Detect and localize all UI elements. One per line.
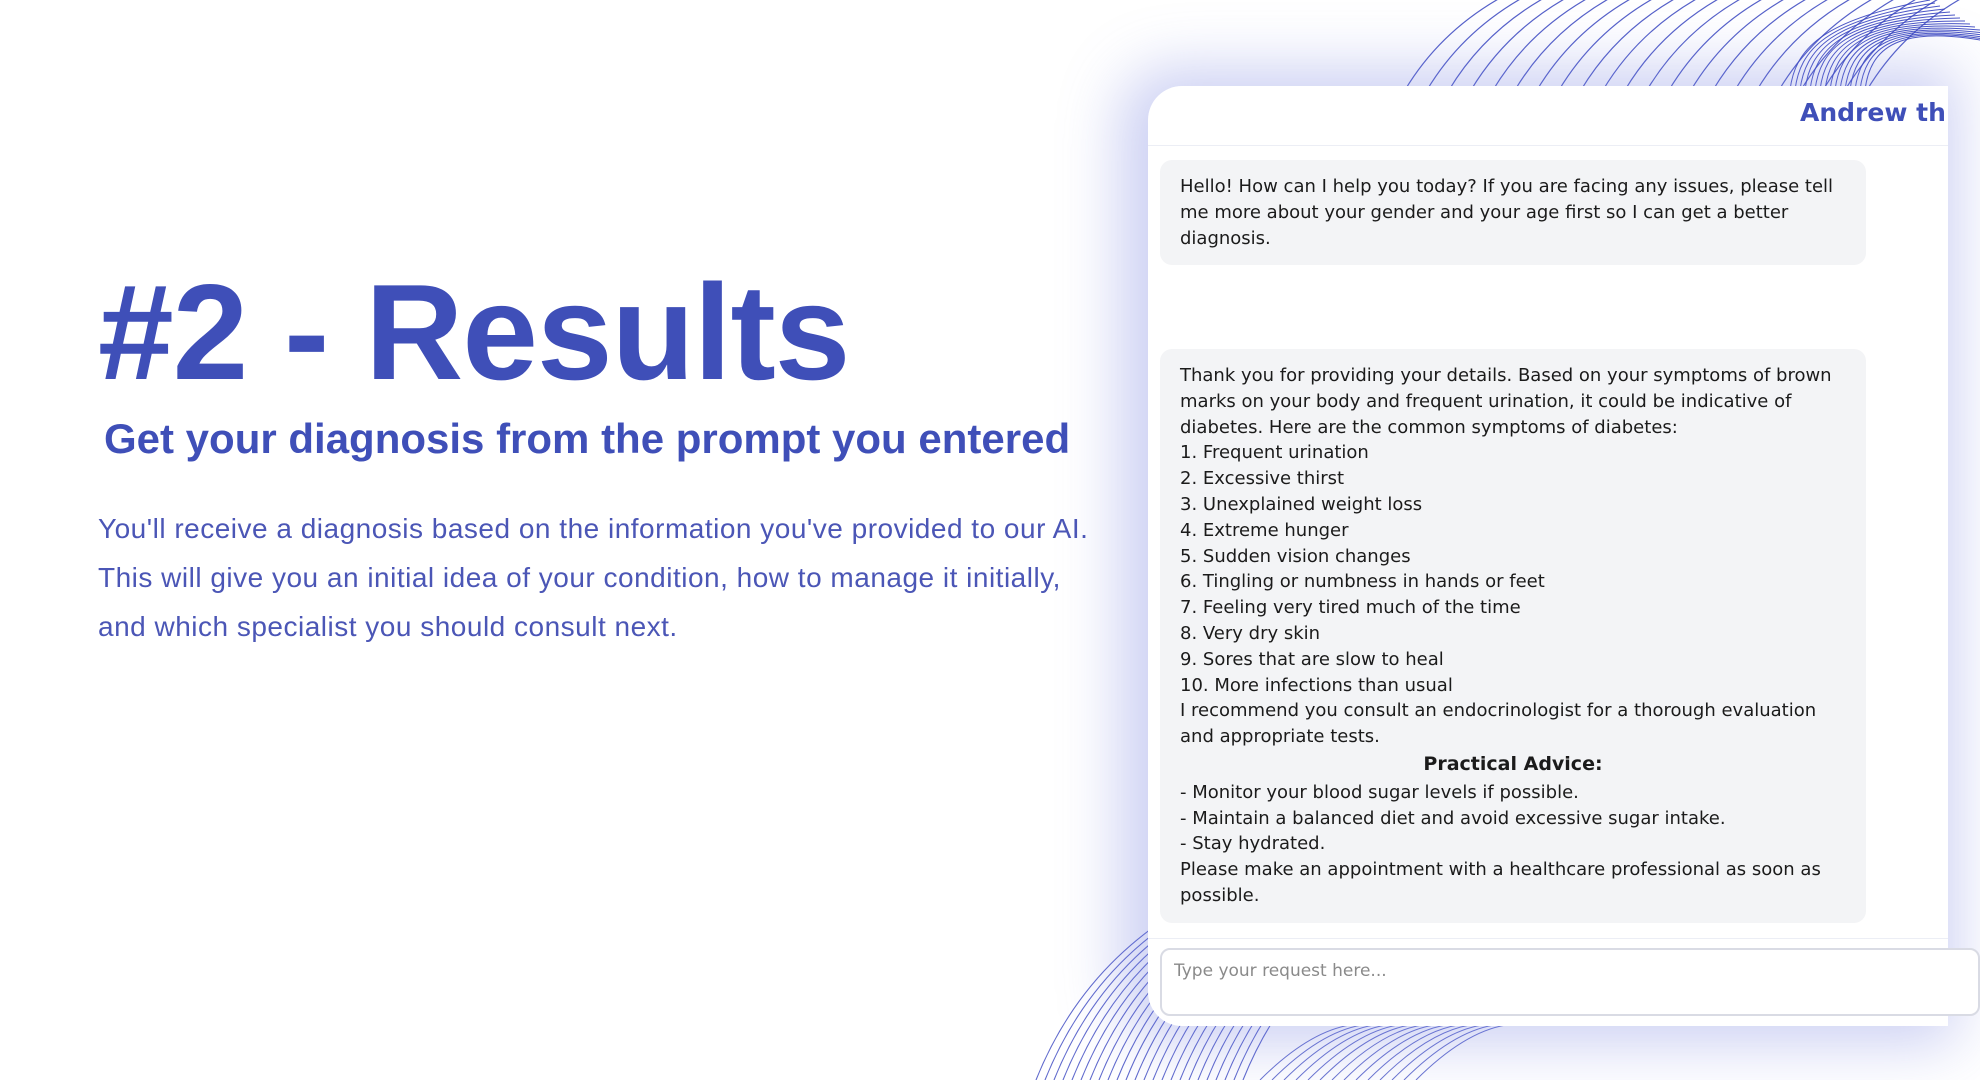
decor-line <box>1537 0 1647 90</box>
decor-line <box>1272 1025 1362 1080</box>
decor-line <box>1795 3 1935 90</box>
chat-window <box>1148 86 1948 1026</box>
message-text: Hello! How can I help you today? If you are facing any issues, please tell me more about your gender and your age first so I can get a better diagnosis. <box>1180 176 1834 249</box>
decor-line <box>1825 21 1965 90</box>
message-intro: Thank you for providing your details. Based on your symptoms of brown marks on your body and frequent urination, it could be indicative of diabetes. Here are the common symptoms of diabetes: <box>1180 365 1832 438</box>
decor-line <box>1471 0 1581 90</box>
decor-line <box>1647 0 1757 90</box>
decor-line <box>1356 1025 1446 1080</box>
symptom-item: 5. Sudden vision changes <box>1180 545 1411 567</box>
decor-line <box>1845 0 1955 90</box>
decor-line <box>1757 0 1867 90</box>
decor-line <box>1332 1025 1422 1080</box>
description-text: You'll receive a diagnosis based on the information you've provided to our AI. This will give you an initial idea of your condition, how to manage it initially, and which specialist you should consult next. <box>98 513 1089 642</box>
decor-line <box>1296 1025 1386 1080</box>
decor-line <box>1855 33 1980 90</box>
page-subtitle: Get your diagnosis from the prompt you entered <box>104 415 1071 462</box>
hero-section <box>98 256 1098 651</box>
decor-line <box>1284 1025 1374 1080</box>
decor-line <box>1860 35 1980 90</box>
decor-line <box>1845 30 1980 90</box>
decor-line <box>1735 0 1845 90</box>
decor-line <box>1840 28 1980 90</box>
symptom-item: 10. More infections than usual <box>1180 674 1453 696</box>
decor-line <box>1344 1025 1434 1080</box>
advice-item: - Stay hydrated. <box>1180 833 1326 855</box>
decor-line <box>1515 0 1625 90</box>
decor-line <box>1810 12 1950 90</box>
symptom-item: 3. Unexplained weight loss <box>1180 493 1423 515</box>
decor-line <box>1308 1025 1398 1080</box>
symptom-item: 1. Frequent urination <box>1180 442 1369 464</box>
decor-line <box>1493 0 1603 90</box>
symptom-item: 4. Extreme hunger <box>1180 519 1349 541</box>
decor-line <box>1801 0 1911 90</box>
decor-line <box>1368 1025 1458 1080</box>
input-divider <box>1148 938 1948 939</box>
symptom-item: 6. Tingling or numbness in hands or feet <box>1180 571 1545 593</box>
decor-line <box>1404 1025 1494 1080</box>
recommendation-text: I recommend you consult an endocrinologist for a thorough evaluation and appropriate tests. <box>1180 700 1817 748</box>
decor-line <box>1713 0 1823 90</box>
decor-line <box>1820 18 1960 90</box>
decor-line <box>1805 9 1945 90</box>
decor-line <box>1260 1025 1350 1080</box>
chat-header-title: Andrew th <box>1800 98 1946 127</box>
decor-line <box>1449 0 1559 90</box>
page-title: #2 - Results <box>98 256 850 408</box>
decor-line <box>1850 32 1980 90</box>
advice-item: - Monitor your blood sugar levels if possible. <box>1180 781 1579 803</box>
symptom-item: 9. Sores that are slow to heal <box>1180 648 1444 670</box>
decor-line <box>1581 0 1691 90</box>
assistant-message <box>1160 160 1866 265</box>
decor-line <box>1865 36 1980 90</box>
symptom-item: 7. Feeling very tired much of the time <box>1180 597 1521 619</box>
symptom-item: 2. Excessive thirst <box>1180 468 1345 490</box>
decor-line <box>1320 1025 1410 1080</box>
symptom-item: 8. Very dry skin <box>1180 622 1321 644</box>
chat-header <box>1148 86 1948 146</box>
decor-line <box>1815 15 1955 90</box>
decor-line <box>1790 0 1930 90</box>
decor-line <box>1691 0 1801 90</box>
decor-line <box>1823 0 1933 90</box>
chat-input[interactable] <box>1172 960 1936 982</box>
decor-line <box>1603 0 1713 90</box>
decor-line <box>1867 0 1977 90</box>
chat-input-box[interactable] <box>1160 948 1980 1016</box>
decor-line <box>1427 0 1537 90</box>
decor-line <box>1559 0 1669 90</box>
decor-line <box>1800 6 1940 90</box>
decor-line <box>1392 1025 1482 1080</box>
decor-line <box>1380 1025 1470 1080</box>
decor-line <box>1625 0 1735 90</box>
assistant-message <box>1160 349 1866 923</box>
decor-line <box>1835 26 1975 90</box>
decor-line <box>1669 0 1779 90</box>
decor-line <box>1405 0 1515 90</box>
advice-item: - Maintain a balanced diet and avoid excessive sugar intake. <box>1180 807 1726 829</box>
decor-line <box>1830 24 1970 90</box>
advice-heading: Practical Advice: <box>1423 752 1603 775</box>
decor-line <box>1779 0 1889 90</box>
closing-text: Please make an appointment with a healthcare professional as soon as possible. <box>1180 859 1821 906</box>
decor-line <box>1416 1025 1506 1080</box>
